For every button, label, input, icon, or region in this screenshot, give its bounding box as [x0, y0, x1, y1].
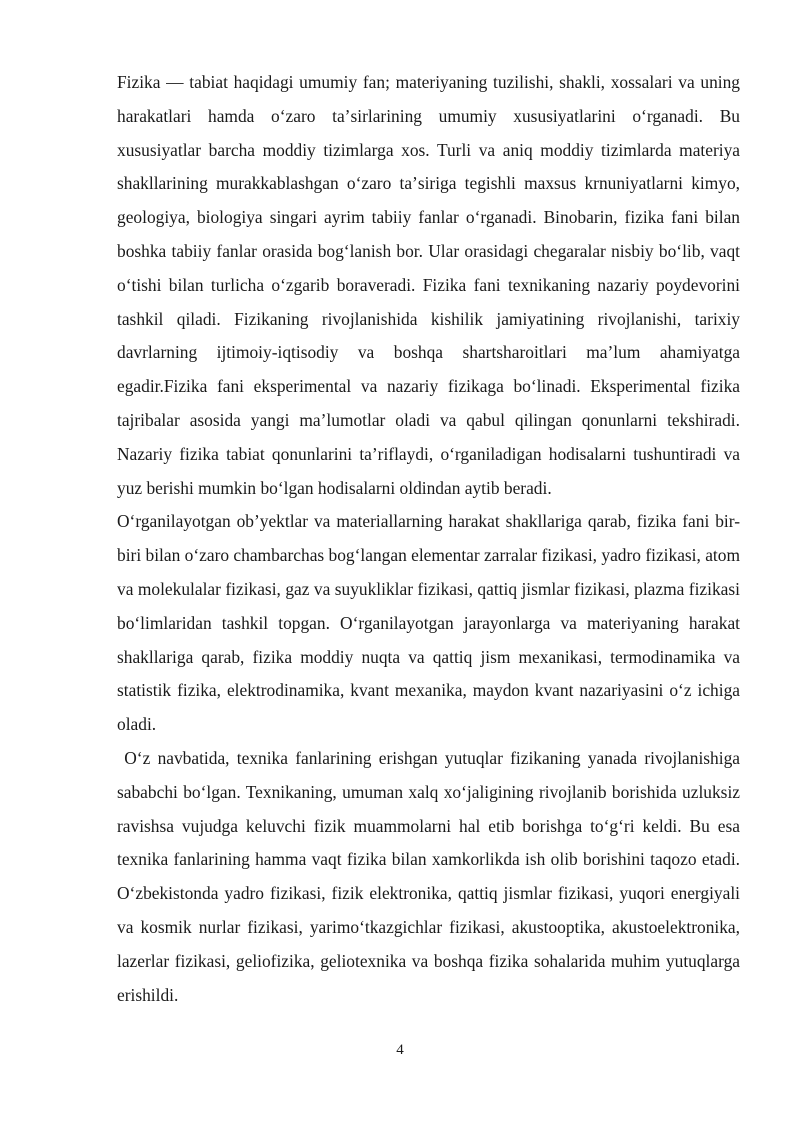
document-body: [117, 66, 745, 1012]
paragraph-2: Oʻrganilayotgan obʼyektlar va materiallarning harakat shakllariga qarab, fizika fani bir-biri bilan oʻzaro chambarchas bogʻlangan elementar zarralar fizikasi, yadro fizikasi, atom va molekulalar fizikasi, gaz va suyukliklar fizikasi, qattiq jismlar fizikasi, plazma fizikasi boʻlimlaridan tashkil topgan. Oʻrganilayotgan jarayonlarga va materiyaning harakat shakllariga qarab, fizika moddiy nuqta va qattiq jism mexanikasi, termodinamika va statistik fizika, elektrodinamika, kvant mexanika, maydon kvant nazariyasini oʻz ichiga oladi.: [117, 511, 740, 735]
paragraph-3: Oʻz navbatida, texnika fanlarining erishgan yutuqlar fizikaning yanada rivojlanishiga sababchi boʻlgan. Texnikaning, umuman xalq xoʻjaligining rivojlanib borishida uzluksiz ravishsa vujudga keluvchi fizik muammolarni hal etib borishga toʻgʻri keldi. Bu esa texnika fanlarining hamma vaqt fizika bilan xamkorlikda ish olib borishini taqozo etadi. Oʻzbekistonda yadro fizikasi, fizik elektronika, qattiq jismlar fizikasi, yuqori energiyali va kosmik nurlar fizikasi, yarimoʻtkazgichlar fizikasi, akustooptika, akustoelektronika, lazerlar fizikasi, geliofizika, geliotexnika va boshqa fizika sohalarida muhim yutuqlarga erishildi.: [117, 747, 745, 1005]
page-number: 4: [396, 1042, 404, 1058]
paragraph-1: Fizika — tabiat haqidagi umumiy fan; materiyaning tuzilishi, shakli, xossalari va uning harakatlari hamda oʻzaro taʼsirlarining umumiy xususiyatlarini oʻrganadi. Bu xususiyatlar barcha moddiy tizimlarga xos. Turli va aniq moddiy tizimlarda materiya shakllarining murakkablashgan oʻzaro taʼsiriga tegishli maxsus krnuniyatlarni kimyo, geologiya, biologiya singari ayrim tabiiy fanlar oʻrganadi. Binobarin, fizika fani bilan boshka tabiiy fanlar orasida bogʻlanish bor. Ular orasidagi chegaralar nisbiy boʻlib, vaqt oʻtishi bilan turlicha oʻzgarib boraveradi. Fizika fani texnikaning nazariy poydevorini tashkil qiladi. Fizikaning rivojlanishida kishilik jamiyatining rivojlanishi, tarixiy davrlarning ijtimoiy-iqtisodiy va boshqa shartsharoitlari maʼlum ahamiyatga egadir.Fizika fani eksperimental va nazariy fizikaga boʻlinadi. Eksperimental fizika tajribalar asosida yangi maʼlumotlar oladi va qabul qilingan qonunlarni tekshiradi. Nazariy fizika tabiat qonunlarini taʼriflaydi, oʻrganiladigan hodisalarni tushuntiradi va yuz berishi mumkin boʻlgan hodisalarni oldindan aytib beradi.: [117, 72, 740, 498]
